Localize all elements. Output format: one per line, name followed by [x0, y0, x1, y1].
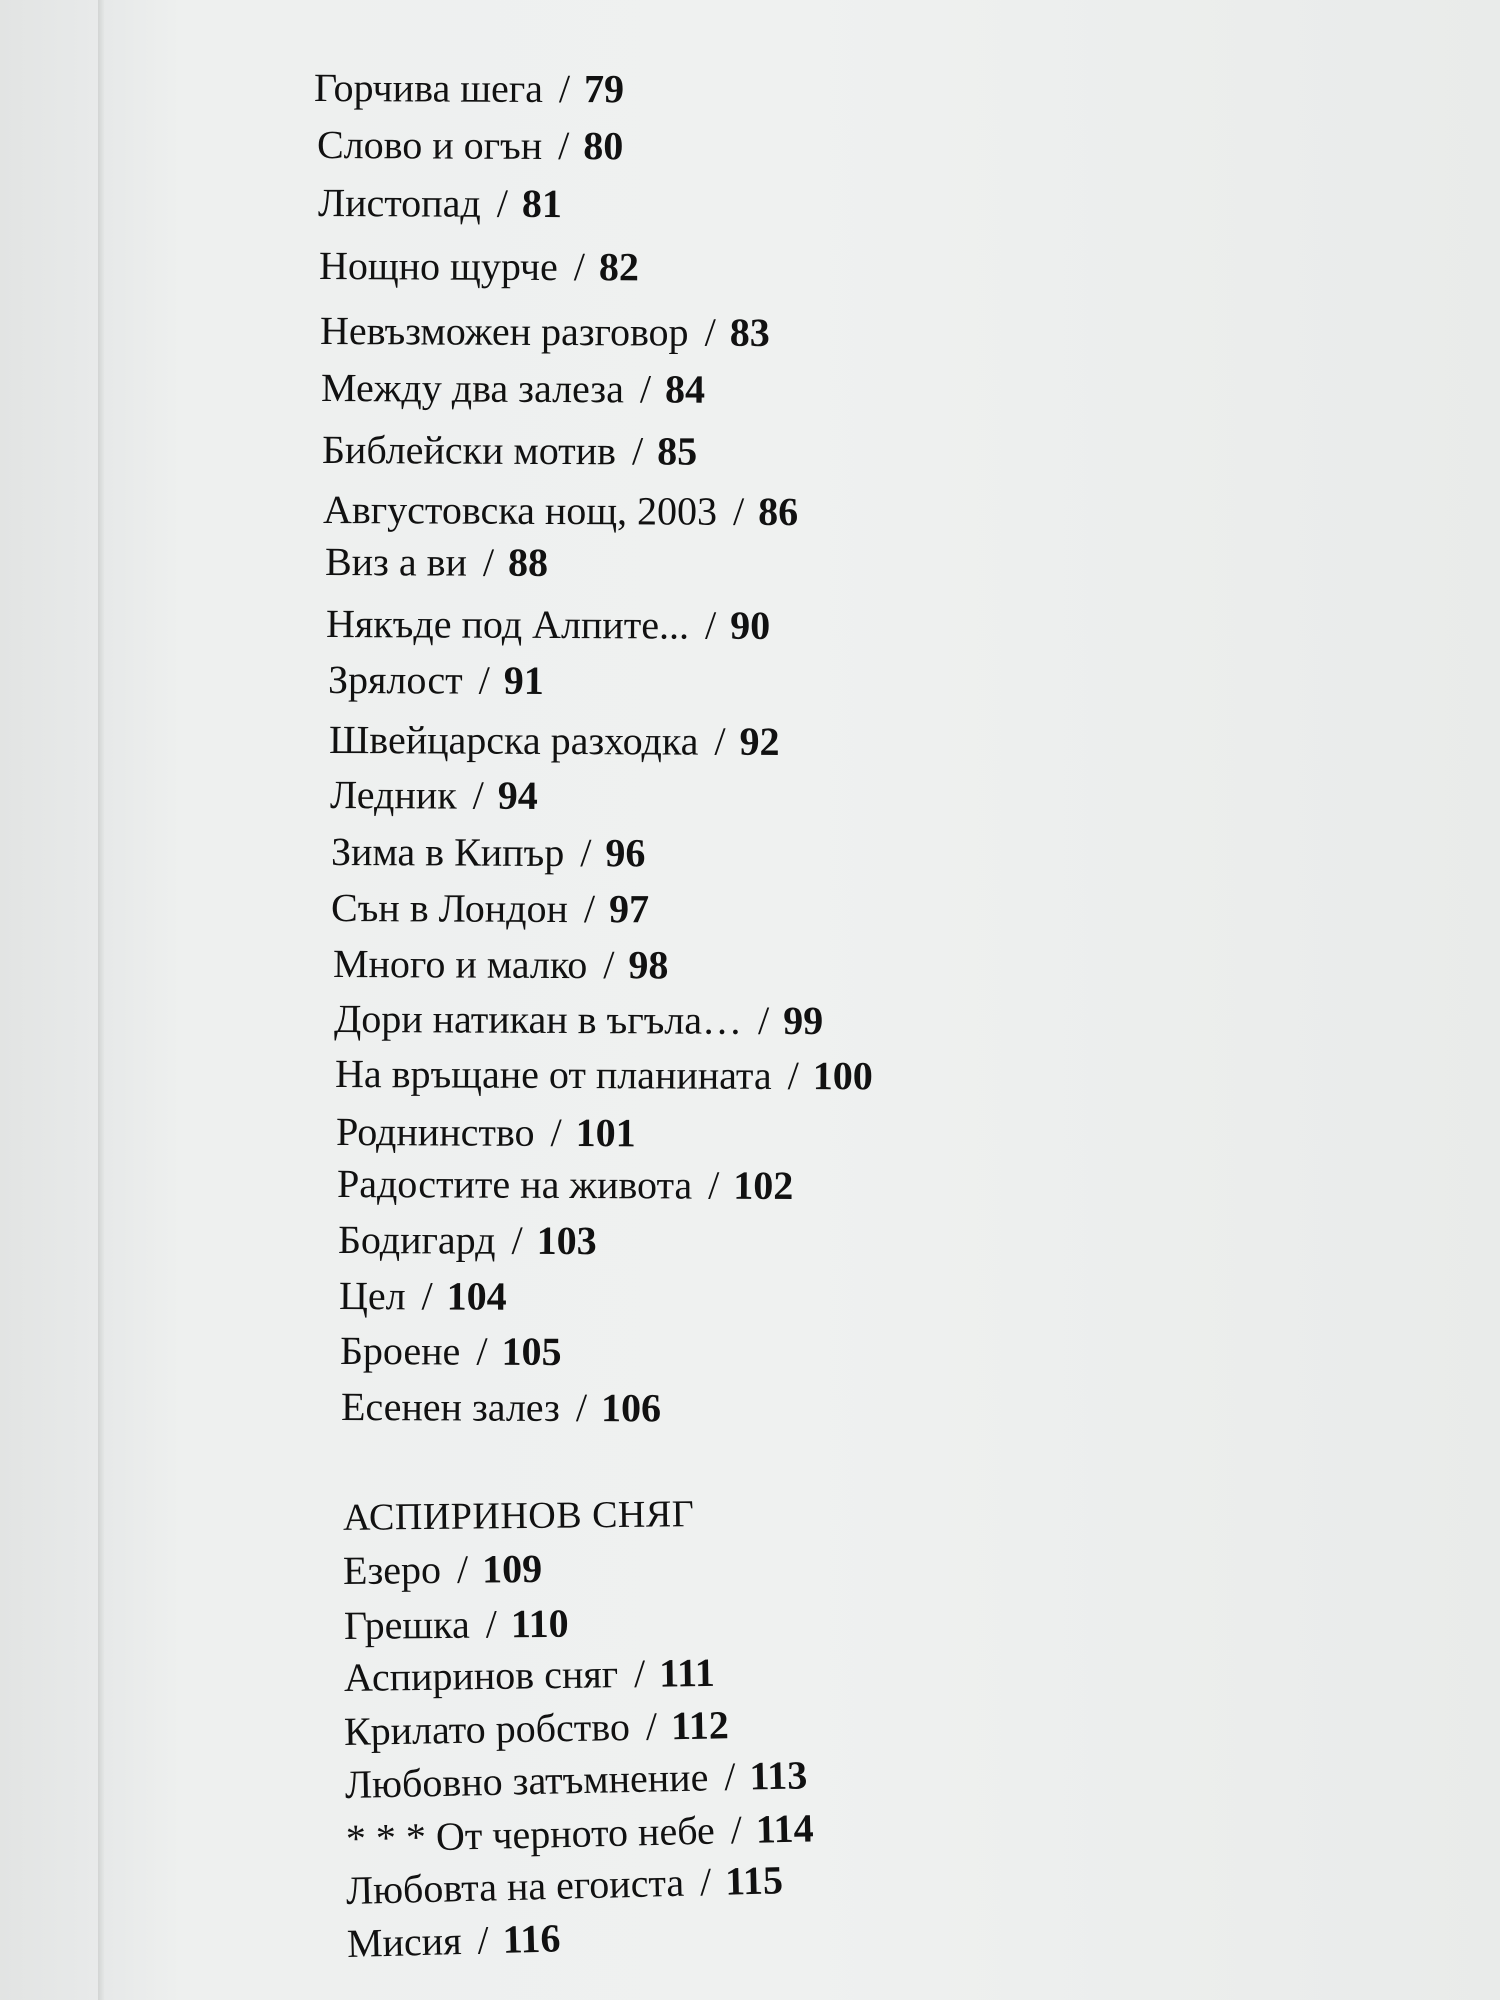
- toc-entry: [344, 1600, 569, 1650]
- page-number: 103: [536, 1217, 597, 1264]
- page-number: 92: [739, 718, 780, 764]
- entry-title: Любовно затъмнение: [344, 1754, 709, 1807]
- toc-entry: [321, 364, 705, 414]
- toc-entry: [323, 486, 798, 536]
- separator: /: [704, 309, 716, 355]
- toc-entry: [326, 600, 770, 650]
- separator: /: [583, 886, 596, 932]
- separator: /: [421, 1273, 433, 1319]
- separator: /: [732, 488, 745, 534]
- toc-entry: [314, 64, 624, 113]
- entry-title: * * * От черното небе: [345, 1807, 716, 1861]
- toc-entry: [333, 940, 669, 989]
- page-number: 105: [501, 1328, 562, 1374]
- entry-title: Аспиринов сняг: [343, 1651, 619, 1700]
- page-number: 81: [521, 180, 562, 227]
- toc-entry: [345, 1856, 783, 1915]
- toc-entry: [322, 426, 697, 476]
- page-number: 99: [783, 997, 824, 1044]
- separator: /: [704, 602, 717, 648]
- entry-title: Роднинство: [335, 1109, 535, 1155]
- entry-title: Листопад: [317, 180, 481, 226]
- entry-title: Есенен залез: [340, 1384, 561, 1430]
- toc-entry: [335, 1050, 873, 1100]
- toc-entry: [331, 828, 646, 877]
- separator: /: [633, 1650, 646, 1696]
- toc-entry: [346, 1914, 561, 1968]
- entry-title: Между два залеза: [320, 365, 625, 412]
- page-number: 113: [748, 1752, 808, 1799]
- toc-entry: [329, 716, 780, 766]
- page-number: 106: [600, 1385, 662, 1431]
- entry-title: Сън в Лондон: [330, 885, 569, 932]
- page-number: 83: [729, 309, 770, 355]
- page-number: 112: [670, 1702, 730, 1749]
- toc-entry: [341, 1383, 661, 1432]
- toc-entry: [344, 1701, 730, 1756]
- page-number: 109: [481, 1545, 543, 1592]
- section-heading: АСПИРИНОВ СНЯГ: [342, 1493, 695, 1539]
- toc-entry: [330, 771, 538, 820]
- entry-title: Грешка: [343, 1601, 470, 1648]
- page-number: 88: [507, 539, 549, 585]
- page-number: 102: [733, 1162, 794, 1208]
- page-number: 94: [497, 772, 538, 818]
- page-number: 80: [583, 123, 624, 169]
- entry-title: Мисия: [346, 1918, 463, 1966]
- toc-entry: [339, 1272, 507, 1321]
- entry-title: Цел: [338, 1273, 406, 1319]
- page-number: 100: [812, 1053, 873, 1099]
- entry-title: Слово и огън: [316, 122, 543, 168]
- page-number: 86: [758, 488, 799, 535]
- entry-title: Броене: [339, 1328, 461, 1374]
- separator: /: [476, 1917, 490, 1963]
- separator: /: [573, 244, 586, 290]
- page-number: 101: [575, 1110, 636, 1156]
- toc-entry: [338, 1216, 597, 1265]
- separator: /: [478, 657, 490, 703]
- toc-entry: [320, 307, 770, 357]
- entry-title: Виз а ви: [324, 539, 468, 585]
- separator: /: [558, 66, 571, 112]
- separator: /: [757, 997, 770, 1043]
- page-number: 116: [502, 1915, 561, 1962]
- page-number: 110: [510, 1600, 569, 1647]
- entry-title: Невъзможен разговор: [319, 308, 689, 355]
- separator: /: [730, 1807, 743, 1853]
- entry-title: Августовска нощ, 2003: [322, 487, 718, 534]
- entry-title: Дори натикан в ъгъла…: [333, 996, 743, 1043]
- entry-title: Бодигард: [337, 1217, 496, 1263]
- separator: /: [723, 1753, 736, 1800]
- separator: /: [485, 1601, 498, 1647]
- separator: /: [496, 180, 508, 226]
- separator: /: [603, 942, 615, 988]
- page-number: 114: [755, 1805, 815, 1852]
- separator: /: [699, 1859, 712, 1905]
- separator: /: [456, 1546, 469, 1592]
- page-number: 91: [503, 657, 544, 703]
- separator: /: [482, 539, 495, 585]
- entry-title: Нощно щурче: [318, 243, 558, 290]
- toc-entry: [343, 1545, 543, 1595]
- toc-entry: [334, 995, 823, 1045]
- toc-entry: [344, 1751, 807, 1809]
- toc-entry: [336, 1108, 636, 1157]
- separator: /: [631, 428, 644, 474]
- separator: /: [472, 772, 484, 818]
- page-number: 96: [605, 830, 646, 876]
- toc-entry: [319, 242, 639, 291]
- page-number: 79: [583, 66, 625, 112]
- entry-title: Зима в Кипър: [330, 829, 565, 876]
- entry-title: Зрялост: [327, 657, 463, 703]
- separator: /: [511, 1217, 523, 1263]
- page-number: 84: [664, 366, 706, 412]
- entry-title: Библейски мотив: [321, 427, 617, 474]
- page-number: 111: [658, 1649, 716, 1696]
- page-number: 97: [608, 886, 650, 932]
- page-number: 98: [628, 942, 669, 988]
- toc-entry: [331, 884, 649, 933]
- entry-title: Езеро: [342, 1546, 442, 1593]
- entry-title: Любовта на егоиста: [345, 1859, 685, 1913]
- entry-title: Ледник: [329, 772, 457, 818]
- entry-title: На връщане от планината: [334, 1051, 772, 1098]
- page-number: 115: [724, 1857, 784, 1904]
- toc-entry: [317, 121, 623, 170]
- toc-entry: [340, 1327, 562, 1376]
- entry-title: Много и малко: [332, 941, 588, 988]
- toc-entry: [318, 179, 562, 228]
- toc-entry: [328, 656, 544, 705]
- page-number: 82: [598, 244, 640, 290]
- toc-entry: [344, 1649, 715, 1702]
- separator: /: [645, 1703, 658, 1749]
- separator: /: [575, 1385, 588, 1431]
- entry-title: Горчива шега: [313, 65, 544, 111]
- separator: /: [580, 830, 592, 876]
- separator: /: [639, 366, 652, 412]
- entry-title: Радостите на живота: [336, 1161, 693, 1208]
- separator: /: [714, 718, 726, 764]
- separator: /: [558, 123, 570, 169]
- page-number: 85: [657, 428, 698, 474]
- entry-title: Крилато робство: [343, 1704, 631, 1754]
- separator: /: [550, 1109, 562, 1155]
- page-number: 104: [446, 1273, 507, 1319]
- toc-entry: [345, 1804, 814, 1863]
- separator: /: [787, 1052, 799, 1099]
- separator: /: [708, 1162, 720, 1208]
- toc-entry: [325, 538, 548, 587]
- page-number: 90: [730, 602, 771, 648]
- toc-entry: [337, 1160, 794, 1210]
- entry-title: Някъде под Алпите...: [325, 601, 690, 648]
- separator: /: [476, 1328, 488, 1374]
- entry-title: Швейцарска разходка: [328, 717, 699, 764]
